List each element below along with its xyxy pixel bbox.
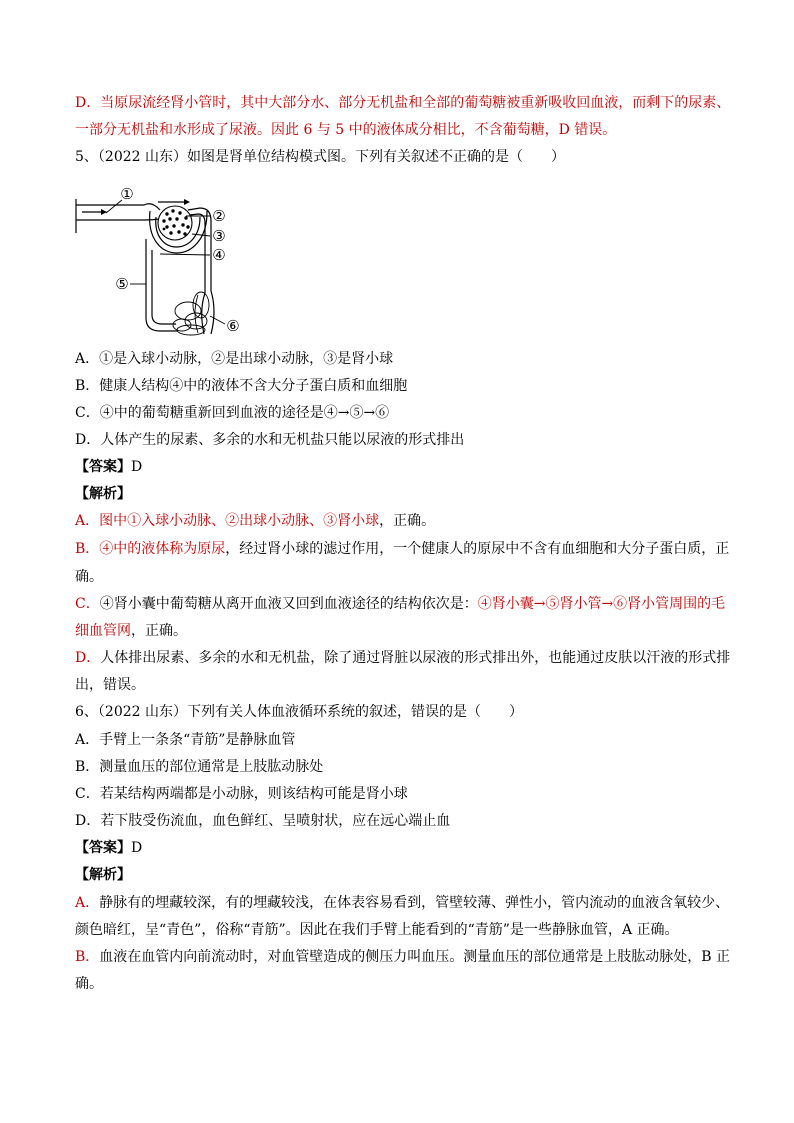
q5-analysis-a-letter: A． — [75, 513, 100, 529]
q5-analysis-d-letter: D． — [75, 650, 101, 666]
prev-analysis-d-line2: 一部分无机盐和水形成了尿液。因此 6 与 5 中的液体成分相比，不含葡萄糖，D 错误。 — [75, 122, 617, 138]
leader-line-6 — [210, 316, 225, 324]
figure-label-1: ① — [120, 185, 134, 203]
q6-option-b: B．测量血压的部位通常是上肢肱动脉处 — [75, 759, 324, 775]
figure-label-5: ⑤ — [115, 275, 129, 293]
afferent-wall-top — [76, 204, 160, 210]
tubule-coil — [175, 302, 201, 320]
q6-option-a: A．手臂上一条条“青筋”是静脉血管 — [75, 732, 296, 748]
glomerulus-dot — [163, 228, 166, 231]
renal-tubule-wall-inner — [152, 250, 176, 324]
nephron-diagram — [70, 183, 250, 343]
glomerulus — [158, 206, 192, 240]
glomerulus-dot — [181, 223, 184, 226]
q5-analysis-b-cont: 确。 — [75, 569, 103, 585]
figure-label-4: ④ — [212, 246, 226, 264]
inflow-arrow — [82, 209, 107, 215]
q6-option-c: C．若某结构两端都是小动脉，则该结构可能是肾小球 — [75, 786, 408, 802]
q5-analysis-b-rest: ，经过肾小球的滤过作用，一个健康人的原尿中不含有血细胞和大分子蛋白质，正 — [225, 541, 730, 557]
figure-label-2: ② — [212, 207, 226, 225]
q5-analysis-b — [75, 539, 729, 559]
afferent-wall-bottom — [76, 219, 160, 220]
outflow-arrow-head — [184, 199, 190, 205]
q5-analysis-c-lead: ④肾小囊中葡萄糖从离开血液又回到血液途径的结构依次是： — [99, 596, 478, 612]
q5-analysis-c-cont-key: 细血管网 — [75, 623, 131, 639]
afferent-arteriole — [76, 199, 160, 233]
q6-option-d: D．若下肢受伤流血，血色鲜红、呈喷射状，应在远心端止血 — [75, 813, 451, 829]
glomerulus-dot — [183, 232, 186, 235]
glomerulus-dot — [165, 225, 168, 228]
glomerulus-dot — [178, 211, 181, 214]
q5-answer — [75, 457, 142, 477]
glomerulus-dot — [175, 217, 178, 220]
q5-answer-value: D — [131, 459, 143, 475]
q5-analysis-label: 【解析】 — [75, 486, 131, 502]
q5-analysis-a — [75, 511, 435, 531]
q5-option-c: C．④中的葡萄糖重新回到血液的途径是④→⑤→⑥ — [75, 405, 390, 421]
glomerulus-dot — [162, 219, 165, 222]
q5-analysis-a-key: 图中①入球小动脉、②出球小动脉、③肾小球 — [99, 513, 380, 529]
q6-analysis-b-letter: B． — [75, 949, 100, 965]
prev-analysis-d-line1: D．当原尿流经肾小管时，其中大部分水、部分无机盐和全部的葡萄糖被重新吸收回血液，而剩下的尿素、 — [75, 95, 731, 111]
glomerulus-dot — [186, 225, 189, 228]
q5-analysis-b-key: ④中的液体称为原尿 — [99, 541, 226, 557]
q5-analysis-c-cont-rest: ，正确。 — [131, 623, 187, 639]
leader-line-4 — [160, 254, 210, 255]
glomerulus-dot — [168, 217, 171, 220]
q5-analysis-c — [75, 594, 725, 614]
q6-analysis-b-cont: 确。 — [75, 976, 103, 992]
q5-option-a: A．①是入球小动脉，②是出球小动脉，③是肾小球 — [75, 351, 394, 367]
q5-stem: 5、（2022 山东）如图是肾单位结构模式图。下列有关叙述不正确的是（ ） — [75, 149, 565, 165]
outflow-arrow — [158, 199, 190, 205]
q6-analysis-a-letter: A． — [75, 895, 100, 911]
q6-analysis-b-rest: 血液在血管内向前流动时，对血管壁造成的侧压力叫血压。测量血压的部位通常是上肢肱动脉处，B 正 — [99, 949, 731, 965]
glomerulus-dot — [184, 216, 187, 219]
figure-label-3: ③ — [212, 227, 226, 245]
q5-answer-label: 【答案】 — [75, 459, 131, 475]
q6-analysis-a — [75, 893, 729, 913]
q6-answer-value: D — [131, 840, 143, 856]
q5-analysis-c-cont — [75, 621, 187, 641]
q6-analysis-label: 【解析】 — [75, 867, 131, 883]
q5-analysis-d — [75, 648, 730, 668]
q6-answer — [75, 838, 142, 858]
q6-answer-label: 【答案】 — [75, 840, 131, 856]
q5-analysis-d-cont: 出，错误。 — [75, 677, 145, 693]
q5-analysis-b-letter: B． — [75, 541, 100, 557]
peritubular-capillary-network — [173, 291, 214, 335]
glomerulus-dot — [172, 224, 175, 227]
glomerulus-dot — [169, 231, 172, 234]
inflow-arrow-head — [101, 209, 107, 215]
q5-option-b: B．健康人结构④中的液体不含大分子蛋白质和血细胞 — [75, 378, 408, 394]
glomerulus-dot — [177, 230, 180, 233]
q5-option-d: D．人体产生的尿素、多余的水和无机盐只能以尿液的形式排出 — [75, 432, 465, 448]
q6-analysis-b — [75, 947, 730, 967]
glomerulus-outline — [158, 206, 192, 240]
q5-analysis-d-rest: 人体排出尿素、多余的水和无机盐，除了通过肾脏以尿液的形式排出外，也能通过皮肤以汗液的形式排 — [100, 650, 731, 666]
q5-analysis-a-rest: ，正确。 — [379, 513, 436, 529]
q5-analysis-c-key: ④肾小囊→⑤肾小管→⑥肾小管周围的毛 — [477, 596, 726, 612]
glomerulus-dot — [165, 212, 168, 215]
q6-analysis-a-rest: 静脉有的埋藏较深，有的埋藏较浅，在体表容易看到，管壁较薄、弹性小，管内流动的血液含氧较少、 — [99, 895, 730, 911]
capillary-branch — [195, 295, 198, 333]
q6-stem: 6、（2022 山东）下列有关人体血液循环系统的叙述，错误的是（ ） — [75, 704, 523, 720]
figure-label-6: ⑥ — [226, 317, 240, 335]
q5-analysis-c-letter: C． — [75, 596, 100, 612]
glomerulus-dot — [171, 209, 174, 212]
capillary-branch — [211, 291, 214, 334]
q6-analysis-a-cont: 颜色暗红，呈“青色”，俗称“青筋”。因此在我们手臂上能看到的“青筋”是一些静脉血管，A 正确。 — [75, 922, 679, 938]
